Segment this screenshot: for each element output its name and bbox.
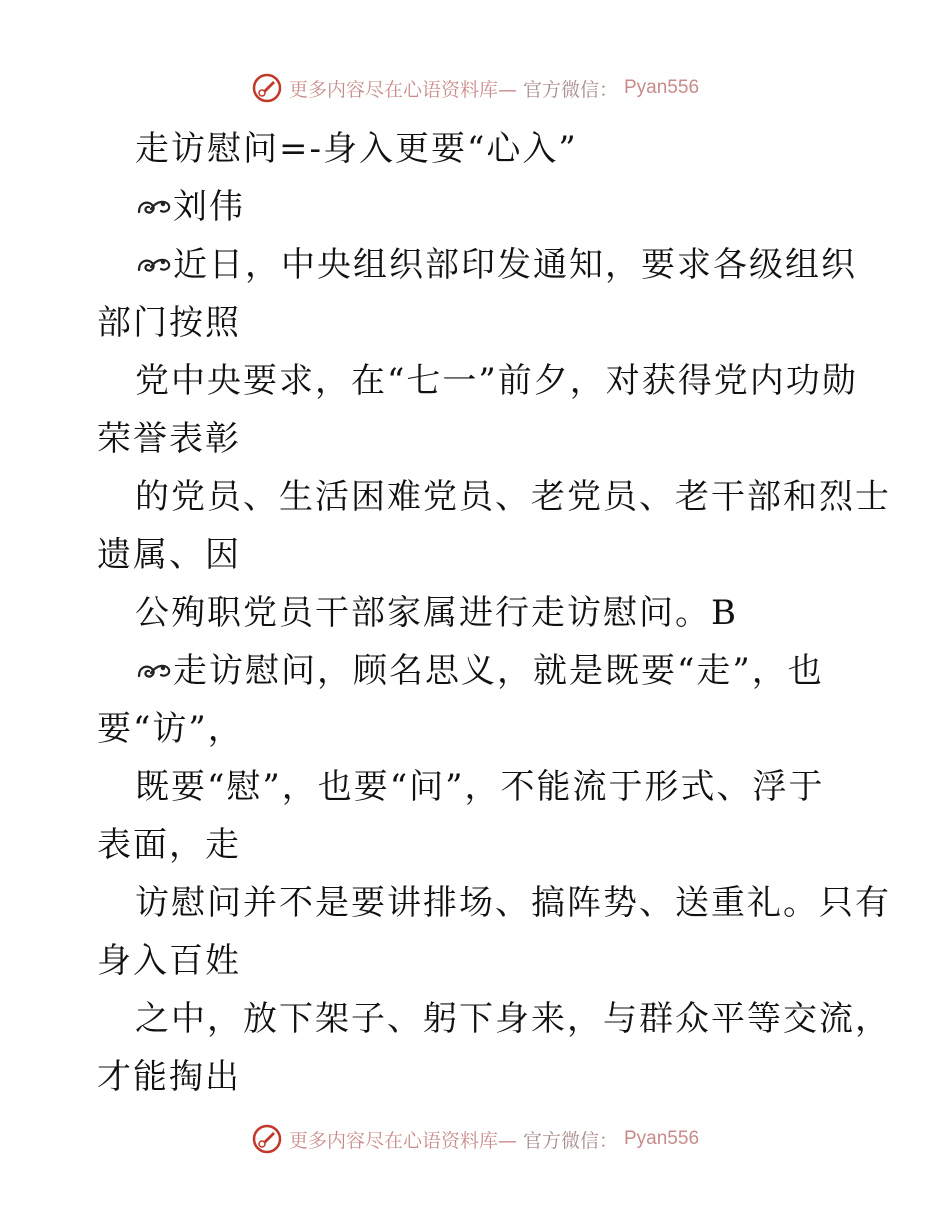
document-line bbox=[97, 758, 857, 816]
document-line bbox=[97, 236, 857, 294]
document-line-text: 身入百姓 bbox=[97, 941, 241, 981]
document-line-text: 才能掏出 bbox=[97, 1057, 241, 1097]
document-body bbox=[97, 120, 891, 1106]
watermark-wechat-id: Pyan556 bbox=[624, 1128, 700, 1149]
document-line bbox=[97, 990, 891, 1048]
document-line bbox=[97, 410, 857, 468]
document-line bbox=[97, 294, 857, 352]
document-line bbox=[97, 642, 857, 700]
document-line-text: 部门按照 bbox=[97, 303, 241, 343]
fleuron-bullet-icon bbox=[135, 194, 173, 220]
header-watermark bbox=[0, 72, 950, 104]
document-line-text: 走访慰问，顾名思义，就是既要“走”，也 bbox=[173, 651, 824, 691]
watermark-wechat-id: Pyan556 bbox=[624, 77, 700, 98]
document-line bbox=[97, 932, 857, 990]
document-line bbox=[97, 1048, 857, 1106]
document-line-text: 荣誉表彰 bbox=[97, 419, 241, 459]
fleuron-bullet-icon bbox=[135, 252, 173, 278]
document-line bbox=[97, 700, 857, 758]
document-line-text: 表面，走 bbox=[97, 825, 241, 865]
document-line-text: 访慰问并不是要讲排场、搞阵势、送重礼。只有 bbox=[135, 883, 891, 923]
document-line-text: 遗属、因 bbox=[97, 535, 241, 575]
document-line bbox=[97, 526, 857, 584]
seal-logo-icon bbox=[251, 72, 283, 104]
watermark-wechat-label: 官方微信： bbox=[522, 78, 618, 101]
watermark-text: 更多内容尽在心语资料库— bbox=[288, 1129, 517, 1152]
document-line bbox=[97, 468, 891, 526]
document-line-text: 刘伟 bbox=[173, 187, 245, 227]
document-line-text: 公殉职党员干部家属进行走访慰问。B bbox=[135, 593, 738, 633]
footer-watermark bbox=[0, 1123, 950, 1155]
fleuron-bullet-icon bbox=[135, 658, 173, 684]
watermark-text: 更多内容尽在心语资料库— bbox=[288, 78, 517, 101]
document-line-text: 的党员、生活困难党员、老党员、老干部和烈士 bbox=[135, 477, 891, 517]
document-line-text: 要“访”， bbox=[97, 709, 244, 749]
document-line-text: 既要“慰”，也要“问”，不能流于形式、浮于 bbox=[135, 767, 825, 807]
document-line bbox=[97, 584, 857, 642]
document-line bbox=[97, 120, 857, 178]
document-line-text: 近日，中央组织部印发通知，要求各级组织 bbox=[173, 245, 857, 285]
seal-logo-icon bbox=[251, 1123, 283, 1155]
document-line-text: 走访慰问=-身入更要“心入” bbox=[135, 129, 578, 169]
document-line bbox=[97, 816, 857, 874]
document-line bbox=[97, 352, 857, 410]
watermark-wechat-label: 官方微信： bbox=[522, 1129, 618, 1152]
document-line-text: 之中，放下架子、躬下身来，与群众平等交流， bbox=[135, 999, 891, 1039]
document-line-text: 党中央要求，在“七一”前夕，对获得党内功勋 bbox=[135, 361, 858, 401]
document-line bbox=[97, 874, 891, 932]
document-line bbox=[97, 178, 857, 236]
